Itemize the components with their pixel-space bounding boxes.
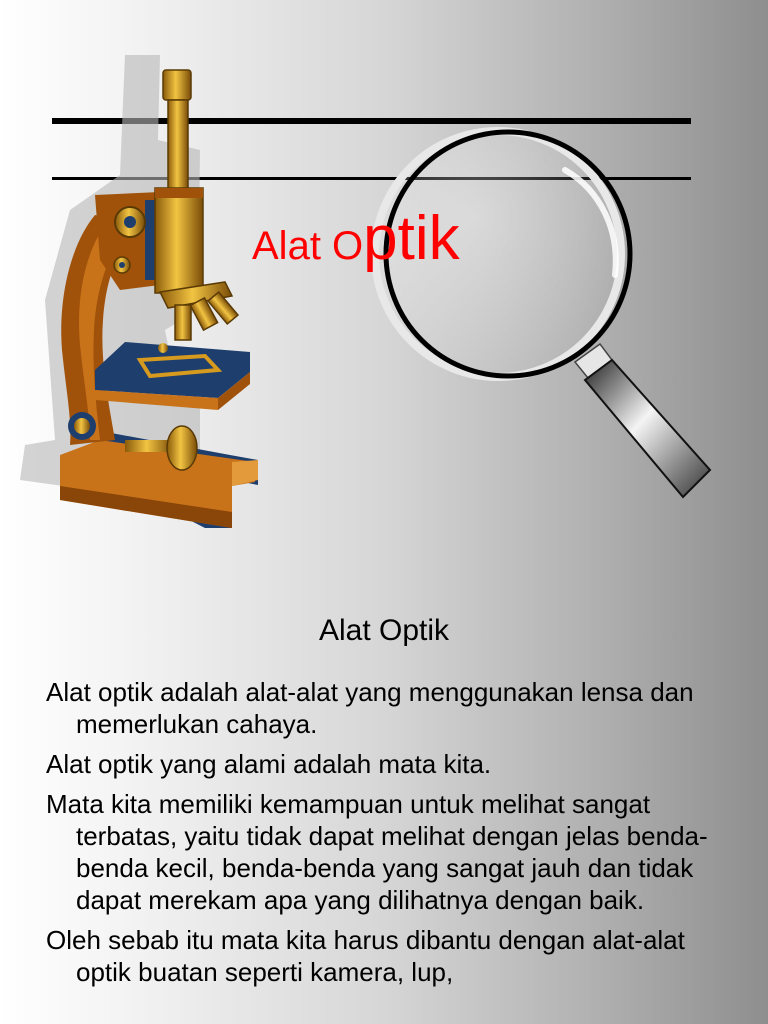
paragraph: Mata kita memiliki kemampuan untuk melihat sangat terbatas, yaitu tidak dapat melihat dengan jelas benda-benda kecil, benda-benda yang sangat jauh dan tidak dapat merekam apa yang dilihatnya dengan baik.	[46, 789, 708, 915]
paragraph-list	[46, 676, 736, 996]
slide-title-part2: ptik	[363, 204, 460, 273]
paragraph: Oleh sebab itu mata kita harus dibantu dengan alat-alat optik buatan seperti kamera, lup,	[46, 925, 685, 987]
microscope-icon	[20, 55, 258, 528]
slide-title-part1: Alat O	[252, 224, 364, 268]
magnifying-glass-icon	[375, 131, 710, 497]
section-heading: Alat Optik	[318, 614, 450, 647]
slide-title	[252, 204, 460, 273]
paragraph: Alat optik yang alami adalah mata kita.	[46, 749, 492, 779]
paragraph: Alat optik adalah alat-alat yang menggunakan lensa dan memerlukan cahaya.	[46, 677, 694, 739]
